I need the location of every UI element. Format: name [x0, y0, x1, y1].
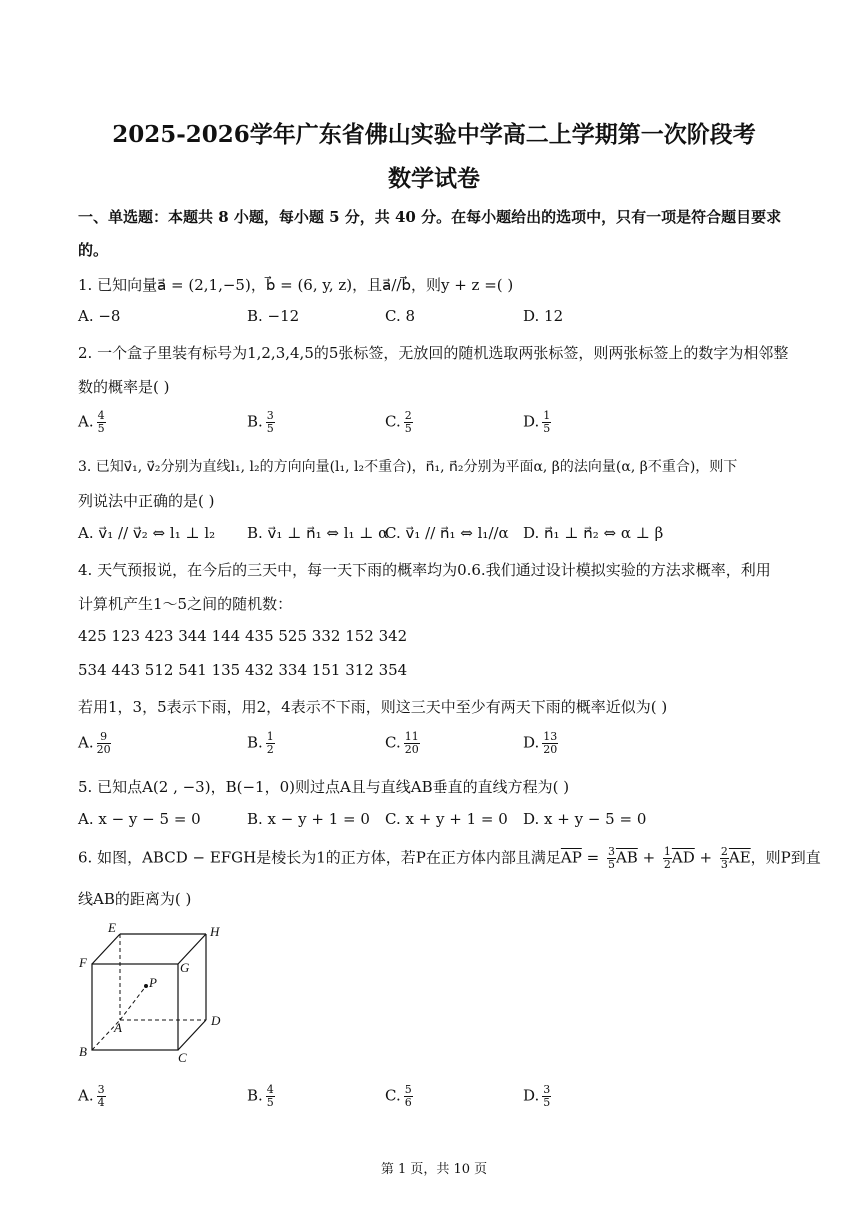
q4-option-b: B. $\frac{1}{2}$ [247, 730, 274, 756]
question-1: 1. 已知向量a⃗ = (2,1,−5)，b⃗ = (6, y, z)，且a⃗//b⃗，则y + z =( ) [78, 276, 514, 294]
label-p: P [149, 975, 157, 990]
question-4-prompt: 若用1，3，5表示下雨，用2，4表示不下雨，则这三天中至少有两天下雨的概率近似为( ) [78, 698, 668, 716]
q1-option-c: C. 8 [385, 307, 416, 325]
q2-option-c: C. $\frac{2}{5}$ [385, 409, 412, 435]
q4-option-c: C. $\frac{11}{20}$ [385, 730, 419, 756]
label-e: E [108, 920, 116, 935]
question-3-cont: 列说法中正确的是( ) [78, 492, 215, 510]
question-2-cont: 数的概率是( ) [78, 378, 170, 396]
q6-option-d: D. $\frac{3}{5}$ [523, 1083, 551, 1109]
q6-option-a: A. $\frac{3}{4}$ [78, 1083, 105, 1109]
page-footer: 第 1 页，共 10 页 [380, 1162, 488, 1177]
label-f: F [79, 955, 87, 970]
q3-option-b: B. v⃗₁ ⊥ n⃗₁ ⇔ l₁ ⊥ α [247, 524, 389, 542]
q1-option-b: B. −12 [247, 307, 300, 325]
q3-option-c: C. v⃗₁ // n⃗₁ ⇔ l₁//α [385, 524, 509, 542]
q1-option-a: A. −8 [78, 307, 121, 325]
label-c: C [178, 1050, 187, 1065]
q2-option-a: A. $\frac{4}{5}$ [78, 409, 105, 435]
q5-option-a: A. x − y − 5 = 0 [78, 810, 201, 828]
label-g: G [180, 960, 190, 975]
question-4-cont: 计算机产生1～5之间的随机数： [78, 595, 293, 613]
q5-option-b: B. x − y + 1 = 0 [247, 810, 370, 828]
label-b: B [79, 1044, 87, 1059]
q4-option-a: A. $\frac{9}{20}$ [78, 730, 111, 756]
q1-option-d: D. 12 [523, 307, 564, 325]
q5-option-c: C. x + y + 1 = 0 [385, 810, 508, 828]
q3-option-a: A. v⃗₁ // v⃗₂ ⇔ l₁ ⊥ l₂ [78, 524, 216, 542]
random-numbers-row-1: 425 123 423 344 144 435 525 332 152 342 [78, 627, 408, 645]
random-numbers-row-2: 534 443 512 541 135 432 334 151 312 354 [78, 661, 408, 679]
question-5: 5. 已知点A(2 , −3)，B(−1，0)则过点A且与直线AB垂直的直线方程为( ) [78, 778, 570, 796]
question-2: 2. 一个盒子里装有标号为1,2,3,4,5的5张标签，无放回的随机选取两张标签，则两张标签上的数字为相邻整 [78, 344, 789, 362]
section-header: 一、单选题：本题共 8 小题，每小题 5 分，共 40 分。在每小题给出的选项中，只有一项是符合题目要求 [78, 208, 782, 226]
q5-option-d: D. x + y − 5 = 0 [523, 810, 647, 828]
cube-diagram [76, 920, 236, 1065]
q6-option-b: B. $\frac{4}{5}$ [247, 1083, 274, 1109]
exam-subtitle: 数学试卷 [388, 165, 480, 192]
question-6-cont: 线AB的距离为( ) [78, 890, 192, 908]
label-h: H [210, 924, 220, 939]
q2-option-d: D. $\frac{1}{5}$ [523, 409, 551, 435]
q4-option-d: D. $\frac{13}{20}$ [523, 730, 558, 756]
question-3: 3. 已知v⃗₁, v⃗₂分别为直线l₁, l₂的方向向量(l₁, l₂不重合)，n⃗₁, n⃗₂分别为平面α, β的法向量(α, β不重合)，则下 [78, 459, 738, 475]
label-d: D [211, 1013, 221, 1028]
section-header-cont: 的。 [78, 241, 109, 259]
label-a: A [114, 1020, 122, 1035]
point-p [144, 984, 148, 988]
q2-option-b: B. $\frac{3}{5}$ [247, 409, 274, 435]
cube-front-face [92, 964, 178, 1050]
question-6: 6. 如图，ABCD − EFGH是棱长为1的正方体，若P在正方体内部且满足$\overline{AP}$ = $\frac{3}{5}$ $\overline{AB}$ + $\frac{1}{2}$ $\overline{AD}$ + $\frac{2}{3}$ $\overline{AE}$，则P到直 [78, 845, 821, 871]
q6-option-c: C. $\frac{5}{6}$ [385, 1083, 412, 1109]
q3-option-d: D. n⃗₁ ⊥ n⃗₂ ⇔ α ⊥ β [523, 524, 664, 542]
exam-title: 2025-2026学年广东省佛山实验中学高二上学期第一次阶段考 [112, 121, 756, 148]
question-4: 4. 天气预报说，在今后的三天中，每一天下雨的概率均为0.6.我们通过设计模拟实验的方法求概率，利用 [78, 561, 771, 579]
